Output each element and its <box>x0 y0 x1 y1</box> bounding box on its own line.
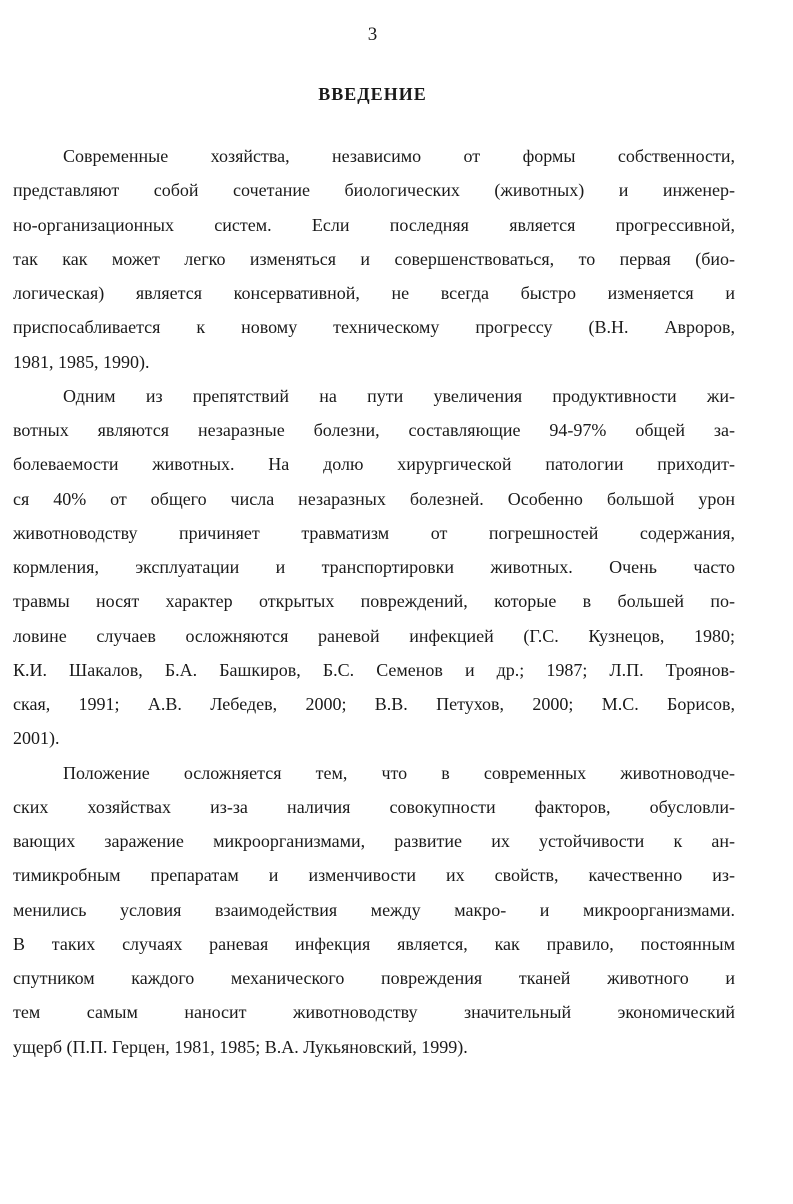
page-number: 3 <box>367 24 378 45</box>
text-line: вающих заражение микроорганизмами, развитие их устойчивости к ан- <box>13 831 735 851</box>
text-line: вотных являются незаразные болезни, составляющие 94-97% общей за- <box>13 420 735 440</box>
text-line: травмы носят характер открытых повреждений, которые в большей по- <box>13 591 735 612</box>
text-line: 1981, 1985, 1990). <box>13 351 150 372</box>
paragraph-3 <box>13 756 735 1064</box>
text-line: ся 40% от общего числа незаразных болезней. Особенно большой урон <box>13 488 735 509</box>
text-line: В таких случаях раневая инфекция является, как правило, постоянным <box>13 933 735 954</box>
section-heading: ВВЕДЕНИЕ <box>318 84 427 104</box>
text-line: Современные хозяйства, независимо от формы собственности, <box>63 146 735 166</box>
text-line: но-организационных систем. Если последняя является прогрессивной, <box>13 214 735 235</box>
text-line: кормления, эксплуатации и транспортировки животных. Очень часто <box>13 557 735 577</box>
text-line: 2001). <box>13 728 60 749</box>
text-line: ских хозяйствах из-за наличия совокупности факторов, обусловли- <box>13 796 735 817</box>
text-line: логическая) является консервативной, не всегда быстро изменяется и <box>13 283 735 303</box>
document-body <box>13 139 735 1064</box>
text-line: представляют собой сочетание биологических (животных) и инженер- <box>13 180 735 201</box>
text-line: менились условия взаимодействия между макро- и микроорганизмами. <box>13 899 735 920</box>
text-line: болеваемости животных. На долю хирургической патологии приходит- <box>13 454 735 475</box>
text-line: ская, 1991; А.В. Лебедев, 2000; В.В. Петухов, 2000; М.С. Борисов, <box>13 694 735 714</box>
text-line: ловине случаев осложняются раневой инфекцией (Г.С. Кузнецов, 1980; <box>13 625 735 646</box>
text-line: животноводству причиняет травматизм от погрешностей содержания, <box>13 522 735 543</box>
text-line: приспосабливается к новому техническому прогрессу (В.Н. Авроров, <box>13 317 735 338</box>
paragraph-1 <box>13 139 735 379</box>
text-line: К.И. Шакалов, Б.А. Башкиров, Б.С. Семенов и др.; 1987; Л.П. Троянов- <box>13 659 735 680</box>
text-line: тимикробным препаратам и изменчивости их свойств, качественно из- <box>13 865 735 886</box>
text-line: ущерб (П.П. Герцен, 1981, 1985; В.А. Лукьяновский, 1999). <box>13 1036 468 1057</box>
paragraph-2 <box>13 379 735 756</box>
text-line: Одним из препятствий на пути увеличения продуктивности жи- <box>63 385 735 406</box>
text-line: спутником каждого механического повреждения тканей животного и <box>13 968 735 988</box>
text-line: тем самым наносит животноводству значительный экономический <box>13 1002 735 1023</box>
text-line: так как может легко изменяться и совершенствоваться, то первая (био- <box>13 248 735 269</box>
text-line: Положение осложняется тем, что в современных животноводче- <box>63 762 735 783</box>
